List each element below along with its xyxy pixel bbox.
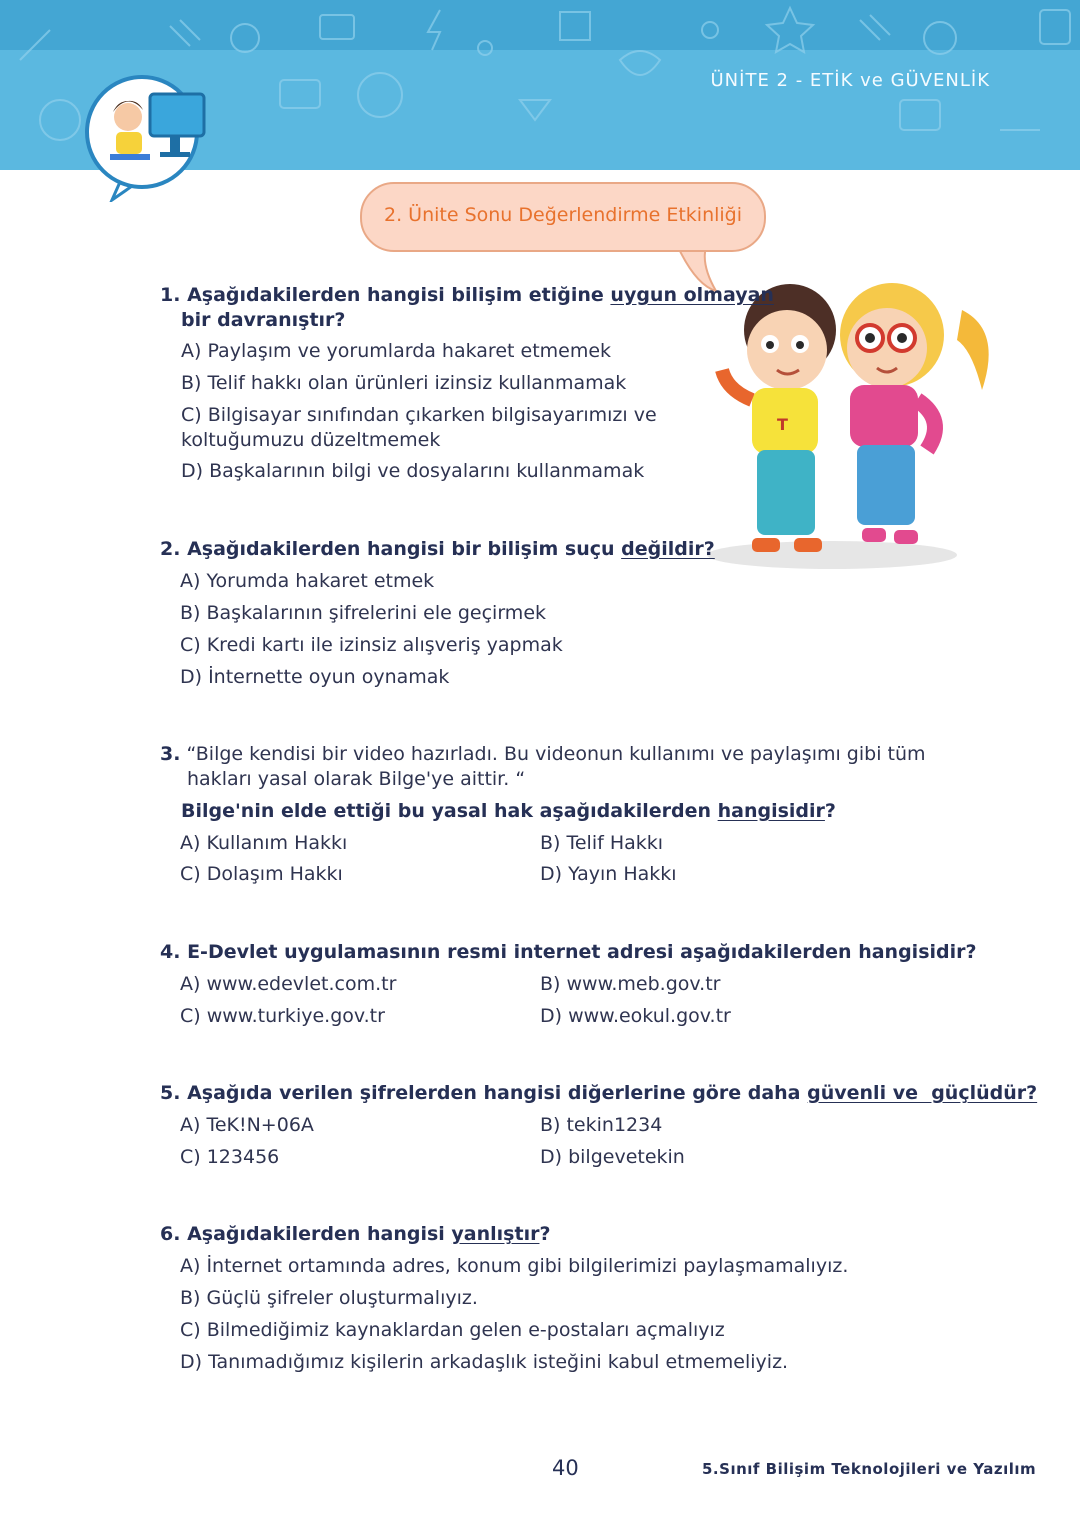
activity-title: 2. Ünite Sonu Değerlendirme Etkinliği [384,204,743,226]
question-3-prompt [181,799,836,824]
question-3 [160,742,926,792]
question-mark: ? [539,1223,551,1245]
question-quote: “Bilge kendisi bir video hazırladı. Bu videonun kullanımı ve paylaşımı gibi tüm [186,743,926,765]
option-b: B) Telif hakkı olan ürünleri izinsiz kullanmamak [181,372,627,394]
question-text: Aşağıdakilerden hangisi bir bilişim suçu [187,538,622,560]
question-number: 3. [160,743,181,765]
option-a: A) TeK!N+06A [180,1114,314,1136]
book-title: 5.Sınıf Bilişim Teknolojileri ve Yazılım [702,1460,1037,1478]
question-5 [160,1081,1037,1106]
option-d: D) İnternette oyun oynamak [180,666,450,688]
question-number: 1. [160,284,181,306]
question-emphasis: uygun olmayan [610,284,774,306]
svg-text:T: T [777,415,788,434]
question-text: E-Devlet uygulamasının resmi internet adresi aşağıdakilerden hangisidir? [187,941,977,963]
question-emphasis: değildir? [621,538,715,560]
option-c: C) www.turkiye.gov.tr [180,1005,385,1027]
option-d: D) www.eokul.gov.tr [540,1005,731,1027]
option-d: D) Yayın Hakkı [540,863,677,885]
question-text: Aşağıdakilerden hangisi [187,1223,452,1245]
question-number: 6. [160,1223,181,1245]
question-text: Aşağıdakilerden hangisi bilişim etiğine [187,284,611,306]
mascot-computer-icon [80,72,220,202]
option-a: A) İnternet ortamında adres, konum gibi bilgilerimizi paylaşmamalıyız. [180,1255,849,1277]
question-quote-line2: hakları yasal olarak Bilge'ye aittir. “ [187,768,526,790]
option-c-line2: koltuğumuzu düzeltmemek [181,429,441,451]
question-emphasis: yanlıştır [451,1223,540,1245]
question-6 [160,1222,551,1247]
option-b: B) tekin1234 [540,1114,663,1136]
question-2 [160,537,715,562]
question-mark: ? [824,800,836,822]
question-text: Bilge'nin elde ettiği bu yasal hak aşağıdakilerden [181,800,718,822]
option-b: B) Telif Hakkı [540,832,664,854]
option-b: B) Güçlü şifreler oluşturmalıyız. [180,1287,478,1309]
question-emphasis: hangisidir [717,800,825,822]
option-c: C) Bilmediğimiz kaynaklardan gelen e-postaları açmalıyız [180,1319,725,1341]
activity-title-bubble [360,182,766,252]
option-b: B) Başkalarının şifrelerini ele geçirmek [180,602,547,624]
question-text-line2: bir davranıştır? [181,309,346,331]
option-c: C) Bilgisayar sınıfından çıkarken bilgisayarımızı ve [181,404,657,426]
option-b: B) www.meb.gov.tr [540,973,721,995]
page-number: 40 [552,1456,579,1480]
question-1 [160,283,774,333]
question-text: Aşağıda verilen şifrelerden hangisi diğerlerine göre daha [187,1082,808,1104]
question-emphasis: güvenli ve güçlüdür? [807,1082,1038,1104]
question-number: 2. [160,538,181,560]
option-d: D) Başkalarının bilgi ve dosyalarını kullanmamak [181,460,645,482]
question-4 [160,940,977,965]
option-a: A) Yorumda hakaret etmek [180,570,435,592]
question-number: 5. [160,1082,181,1104]
option-d: D) bilgevetekin [540,1146,685,1168]
option-a: A) Kullanım Hakkı [180,832,348,854]
option-a: A) Paylaşım ve yorumlarda hakaret etmemek [181,340,612,362]
option-a: A) www.edevlet.com.tr [180,973,397,995]
option-c: C) 123456 [180,1146,280,1168]
option-d: D) Tanımadığımız kişilerin arkadaşlık isteğini kabul etmemeliyiz. [180,1351,789,1373]
question-number: 4. [160,941,181,963]
option-c: C) Dolaşım Hakkı [180,863,343,885]
unit-title: ÜNİTE 2 - ETİK ve GÜVENLİK [710,70,990,91]
option-c: C) Kredi kartı ile izinsiz alışveriş yapmak [180,634,563,656]
